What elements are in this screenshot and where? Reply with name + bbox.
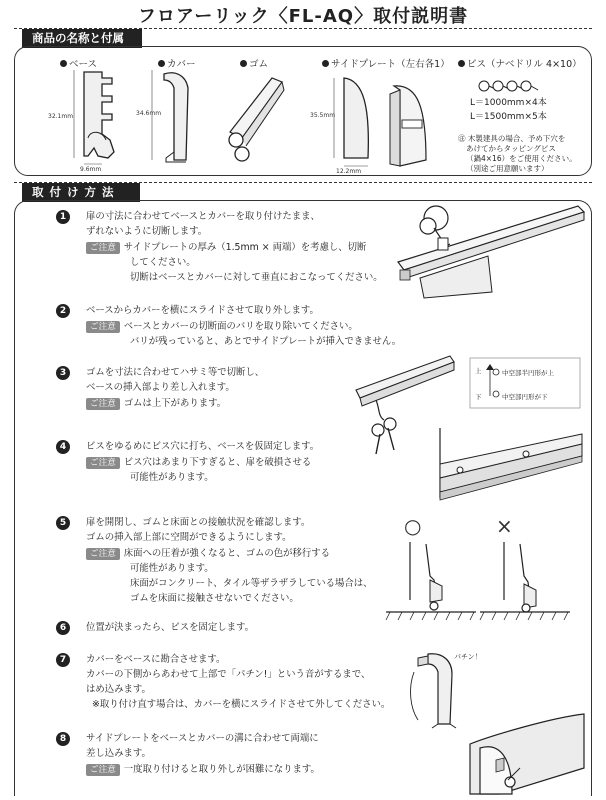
step-number: 5 <box>56 516 70 530</box>
step-1-text: ずれないように切断します。 <box>86 226 208 237</box>
step-number: 2 <box>56 304 70 318</box>
step-number: 1 <box>56 210 70 224</box>
step-3-text: ベースの挿入部より差し入れます。 <box>86 382 235 393</box>
step-number: 4 <box>56 440 70 454</box>
base-width-dim: 9.6mm <box>80 166 102 173</box>
rubber-bottom-text: 中空部円形が下 <box>502 393 548 401</box>
rubber-drawing <box>222 68 302 168</box>
base-height-dim: 32.1mm <box>48 113 74 120</box>
side-plate-drawing <box>330 68 450 176</box>
step-5-ng-illustration <box>480 540 570 624</box>
step-number: 8 <box>56 732 70 746</box>
side-plate-height-dim: 35.5mm <box>310 112 336 119</box>
parts-section-heading: 商品の名称と付属品 <box>22 29 142 48</box>
step-number: 7 <box>56 653 70 667</box>
step-5-caution: ご注意 床面への圧着が強くなると、ゴムの色が移行する <box>86 547 330 561</box>
step-7-text: カバーをベースに勘合させます。 <box>86 654 226 665</box>
step-3-caution: ご注意 ゴムは上下があります。 <box>86 397 226 411</box>
step-8-text: 差し込みます。 <box>86 748 151 759</box>
wood-note-line-3: （鍋4×16）をご使用ください。 <box>466 154 577 163</box>
ok-mark: ○ <box>404 514 422 538</box>
step-7-text: はめ込みます。 <box>86 684 151 695</box>
cover-profile-drawing <box>150 68 200 168</box>
step-2-text: ベースからカバーを横にスライドさせて取り外します。 <box>86 305 319 316</box>
rubber-top-label: 上 <box>475 367 482 375</box>
step-5-caution: 可能性があります。 <box>130 563 214 574</box>
step-6-text: 位置が決まったら、ビスを固定します。 <box>86 622 255 633</box>
cover-height-dim: 34.6mm <box>136 110 162 117</box>
step-5-caution: 床面がコンクリート、タイル等ザラザラしている場合は、 <box>130 578 373 589</box>
part-label-base: ベース <box>60 56 97 70</box>
step-5-text: 扉を開閉し、ゴムと床面との接触状況を確認します。 <box>86 517 311 528</box>
step-number: 6 <box>56 621 70 635</box>
caution-badge: ご注意 <box>86 548 120 560</box>
caution-badge: ご注意 <box>86 457 120 469</box>
step-1-text: 扉の寸法に合わせてベースとカバーを取り付けたまま、 <box>86 211 320 222</box>
wood-note-line-2: あけてからタッピングビス <box>466 144 556 153</box>
step-8-text: サイドプレートをベースとカバーの溝に合わせて両端に <box>86 733 319 744</box>
part-label-side-plate: サイドプレート（左右各1） <box>322 56 450 70</box>
caution-badge: ご注意 <box>86 321 120 333</box>
caution-badge: ご注意 <box>86 764 120 776</box>
step-4-caution: 可能性があります。 <box>130 472 214 483</box>
base-profile-drawing <box>68 68 128 168</box>
screw-spec-1500: L＝1500mm×5本 <box>470 112 547 122</box>
ng-mark: × <box>496 514 513 538</box>
step-1-caution: 切断はベースとカバーに対して垂直におこなってください。 <box>130 272 383 283</box>
step-7-text: カバーの下側からあわせて上部で「パチン!」という音がするまで、 <box>86 669 371 680</box>
step-8-side-plate-illustration <box>460 708 590 798</box>
step-5-caution: ゴムを床面に接触させないでください。 <box>130 593 299 604</box>
step-8-caution: ご注意 一度取り付けると取り外しが困難になります。 <box>86 763 320 777</box>
step-5-ok-illustration <box>386 540 476 624</box>
part-label-screw: ビス（ナベドリル 4×10） <box>458 56 582 70</box>
pachin-sound-label: パチン！ <box>454 653 482 661</box>
wood-note-line-4: （別途ご用意願います） <box>466 164 549 173</box>
step-7-note: ※取り付け直す場合は、カバーを横にスライドさせて外してください。 <box>92 699 391 710</box>
step-3-text: ゴムを寸法に合わせてハサミ等で切断し、 <box>86 367 265 378</box>
step-1-caution: してください。 <box>130 257 196 268</box>
step-5-text: ゴムの挿入部上部に空間ができるようにします。 <box>86 532 292 543</box>
step-number: 3 <box>56 366 70 380</box>
screw-spec-1000: L＝1000mm×4本 <box>470 98 547 108</box>
caution-badge: ご注意 <box>86 242 120 254</box>
step-1-caution: ご注意 サイドプレートの厚み（1.5mm × 両端）を考慮し、切断 <box>86 241 366 255</box>
install-section-heading: 取付け方法 <box>22 183 140 202</box>
rubber-bottom-label: 下 <box>475 393 482 401</box>
caution-badge: ご注意 <box>86 398 120 410</box>
step-1-cutting-illustration <box>388 198 588 300</box>
screws-drawing <box>476 78 546 98</box>
rubber-top-text: 中空部半円形が上 <box>502 369 554 377</box>
step-4-base-fixing-illustration <box>436 428 586 508</box>
part-label-rubber: ゴム <box>240 56 268 70</box>
wood-note-line-1: ㊟ 木製建具の場合、予め下穴を <box>458 134 566 143</box>
step-2-caution: ご注意 ベースとカバーの切断面のバリを取り除いてください。 <box>86 320 358 334</box>
part-label-cover: カバー <box>158 56 196 70</box>
step-4-caution: ご注意 ビス穴はあまり下すぎると、扉を破損させる <box>86 456 311 470</box>
side-plate-width-dim: 12.2mm <box>336 168 362 175</box>
page-title: フロアーリック〈FL-AQ〉取付説明書 <box>137 6 469 27</box>
step-4-text: ビスをゆるめにビス穴に打ち、ベースを仮固定します。 <box>86 441 320 452</box>
step-2-caution: バリが残っていると、あとでサイドプレートが挿入できません。 <box>130 336 402 347</box>
